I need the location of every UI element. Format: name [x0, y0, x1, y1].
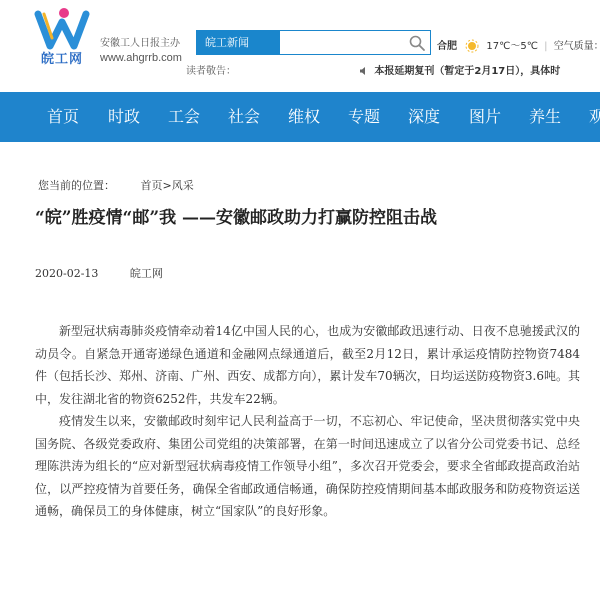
nav-item-politics[interactable]: 时政	[108, 107, 141, 126]
notice-label: 读者敬告：	[186, 66, 236, 77]
breadcrumb-trail[interactable]: 首页>风采	[140, 179, 194, 192]
article-paragraph: 疫情发生以来，安徽邮政时刻牢记人民利益高于一切，不忘初心、牢记使命，坚决贯彻落实党中央国务院、各级党委政府、集团公司党组的决策部署，在第一时间迅速成立了以省分公司党委书记、总经理陈洪涛为组长的“应对新型冠状病毒疫情工作领导小组”，多次召开党委会，要求全省邮政提高政治站位，以严控疫情为首要任务，确保全省邮政通信畅通，确保防控疫情期间基本邮政服务和防疫物资运送通畅，确保员工的身体健康，树立“国家队”的良好形象。	[35, 414, 580, 518]
logo-text: 皖工网	[40, 52, 83, 67]
nav-item-more[interactable]: 观	[589, 107, 605, 126]
nav-item-health[interactable]: 养生	[529, 107, 562, 126]
breadcrumb	[38, 177, 194, 193]
nav-item-society[interactable]: 社会	[228, 107, 261, 126]
nav-item-photos[interactable]: 图片	[469, 107, 502, 126]
nav-item-depth[interactable]: 深度	[408, 107, 441, 126]
site-logo[interactable]	[30, 8, 94, 68]
nav-item-home[interactable]: 首页	[47, 107, 80, 126]
org-url[interactable]: www.ahgrrb.com	[100, 52, 182, 64]
sun-icon	[465, 39, 479, 53]
notice-message[interactable]: 本报延期复刊（暂定于2月17日），具体时	[374, 66, 561, 77]
org-name: 安徽工人日报主办	[100, 38, 180, 49]
weather-city: 合肥	[437, 41, 457, 52]
article-paragraph: 新型冠状病毒肺炎疫情牵动着14亿中国人民的心，也成为安徽邮政迅速行动、日夜不息驰援武汉的动员令。自紧急开通寄递绿色通道和金融网点绿通道后，截至2月12日，累计承运疫情防控物资7484件（包括长沙、郑州、济南、广州、西安、成都方向），累计发车70辆次，日均运送防疫物资3.6吨。其中，发往湖北省的物资6252件，共发车22辆。	[35, 324, 580, 406]
logo-w-icon	[34, 8, 90, 52]
speaker-icon	[359, 66, 369, 76]
search-input[interactable]	[280, 31, 405, 54]
article-source: 皖工网	[129, 267, 163, 280]
weather-divider: |	[544, 41, 548, 52]
main-nav	[0, 92, 605, 142]
article-date: 2020-02-13	[35, 267, 99, 280]
breadcrumb-label: 您当前的位置：	[38, 179, 115, 192]
article-title: “皖”胜疫情“邮”我 ——安徽邮政助力打赢防控阻击战	[35, 208, 438, 228]
nav-item-union[interactable]: 工会	[168, 107, 201, 126]
nav-item-special[interactable]: 专题	[348, 107, 381, 126]
article-meta	[35, 265, 163, 281]
air-quality-label: 空气质量：	[553, 41, 604, 52]
search-box	[196, 30, 431, 55]
weather-temp: 17℃～5℃	[486, 41, 538, 52]
weather-widget	[437, 37, 604, 53]
search-icon[interactable]	[408, 34, 426, 52]
org-info	[100, 36, 182, 66]
article-body	[35, 320, 580, 523]
search-category-label[interactable]: 皖工新闻	[197, 31, 280, 54]
site-header	[0, 0, 604, 92]
reader-notice	[186, 62, 600, 78]
nav-item-rights[interactable]: 维权	[288, 107, 321, 126]
